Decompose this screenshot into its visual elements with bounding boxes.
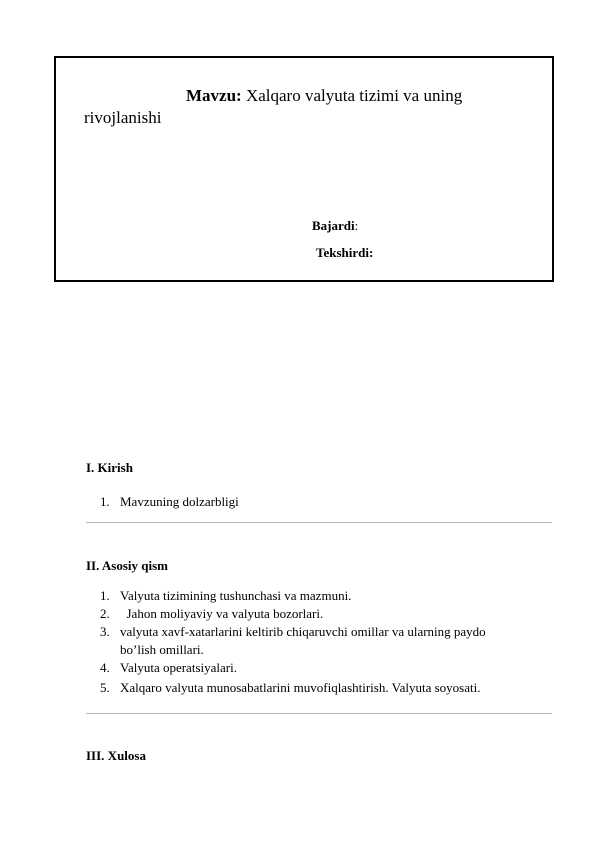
list-item-text: Jahon moliyaviy va valyuta bozorlari. [120, 606, 324, 621]
topic-label: Mavzu: [186, 86, 242, 105]
list-item-number: 5. [100, 680, 110, 695]
list-item-number: 4. [100, 660, 110, 675]
tekshirdi-label: Tekshirdi: [316, 245, 374, 260]
list-item-number: 1. [100, 494, 110, 509]
list-item-text: Valyuta operatsiyalari. [120, 660, 237, 675]
bajardi-line [312, 218, 358, 234]
bajardi-colon: : [354, 218, 359, 233]
list-item-number: 2. [100, 606, 110, 621]
list-item-text: bo’lish omillari. [120, 642, 204, 657]
topic-line [186, 86, 462, 106]
list-item-text: Valyuta tizimining tushunchasi va mazmuni. [120, 588, 352, 603]
divider [86, 713, 552, 714]
section-heading-asosiy-qism: II. Asosiy qism [86, 558, 168, 573]
section-heading-kirish: I. Kirish [86, 460, 133, 475]
list-item-text: Xalqaro valyuta munosabatlarini muvofiqlashtirish. Valyuta soyosati. [120, 680, 481, 695]
section-heading-xulosa: III. Xulosa [86, 748, 146, 763]
divider [86, 522, 552, 523]
list-item-text: valyuta xavf-xatarlarini keltirib chiqaruvchi omillar va ularning paydo [120, 624, 486, 639]
topic-text-continued: rivojlanishi [84, 108, 162, 127]
bajardi-label: Bajardi [312, 218, 355, 233]
topic-text: Xalqaro valyuta tizimi va uning [245, 86, 463, 105]
list-item-text: Mavzuning dolzarbligi [120, 494, 239, 509]
list-item-number: 1. [100, 588, 110, 603]
list-item-number: 3. [100, 624, 110, 639]
